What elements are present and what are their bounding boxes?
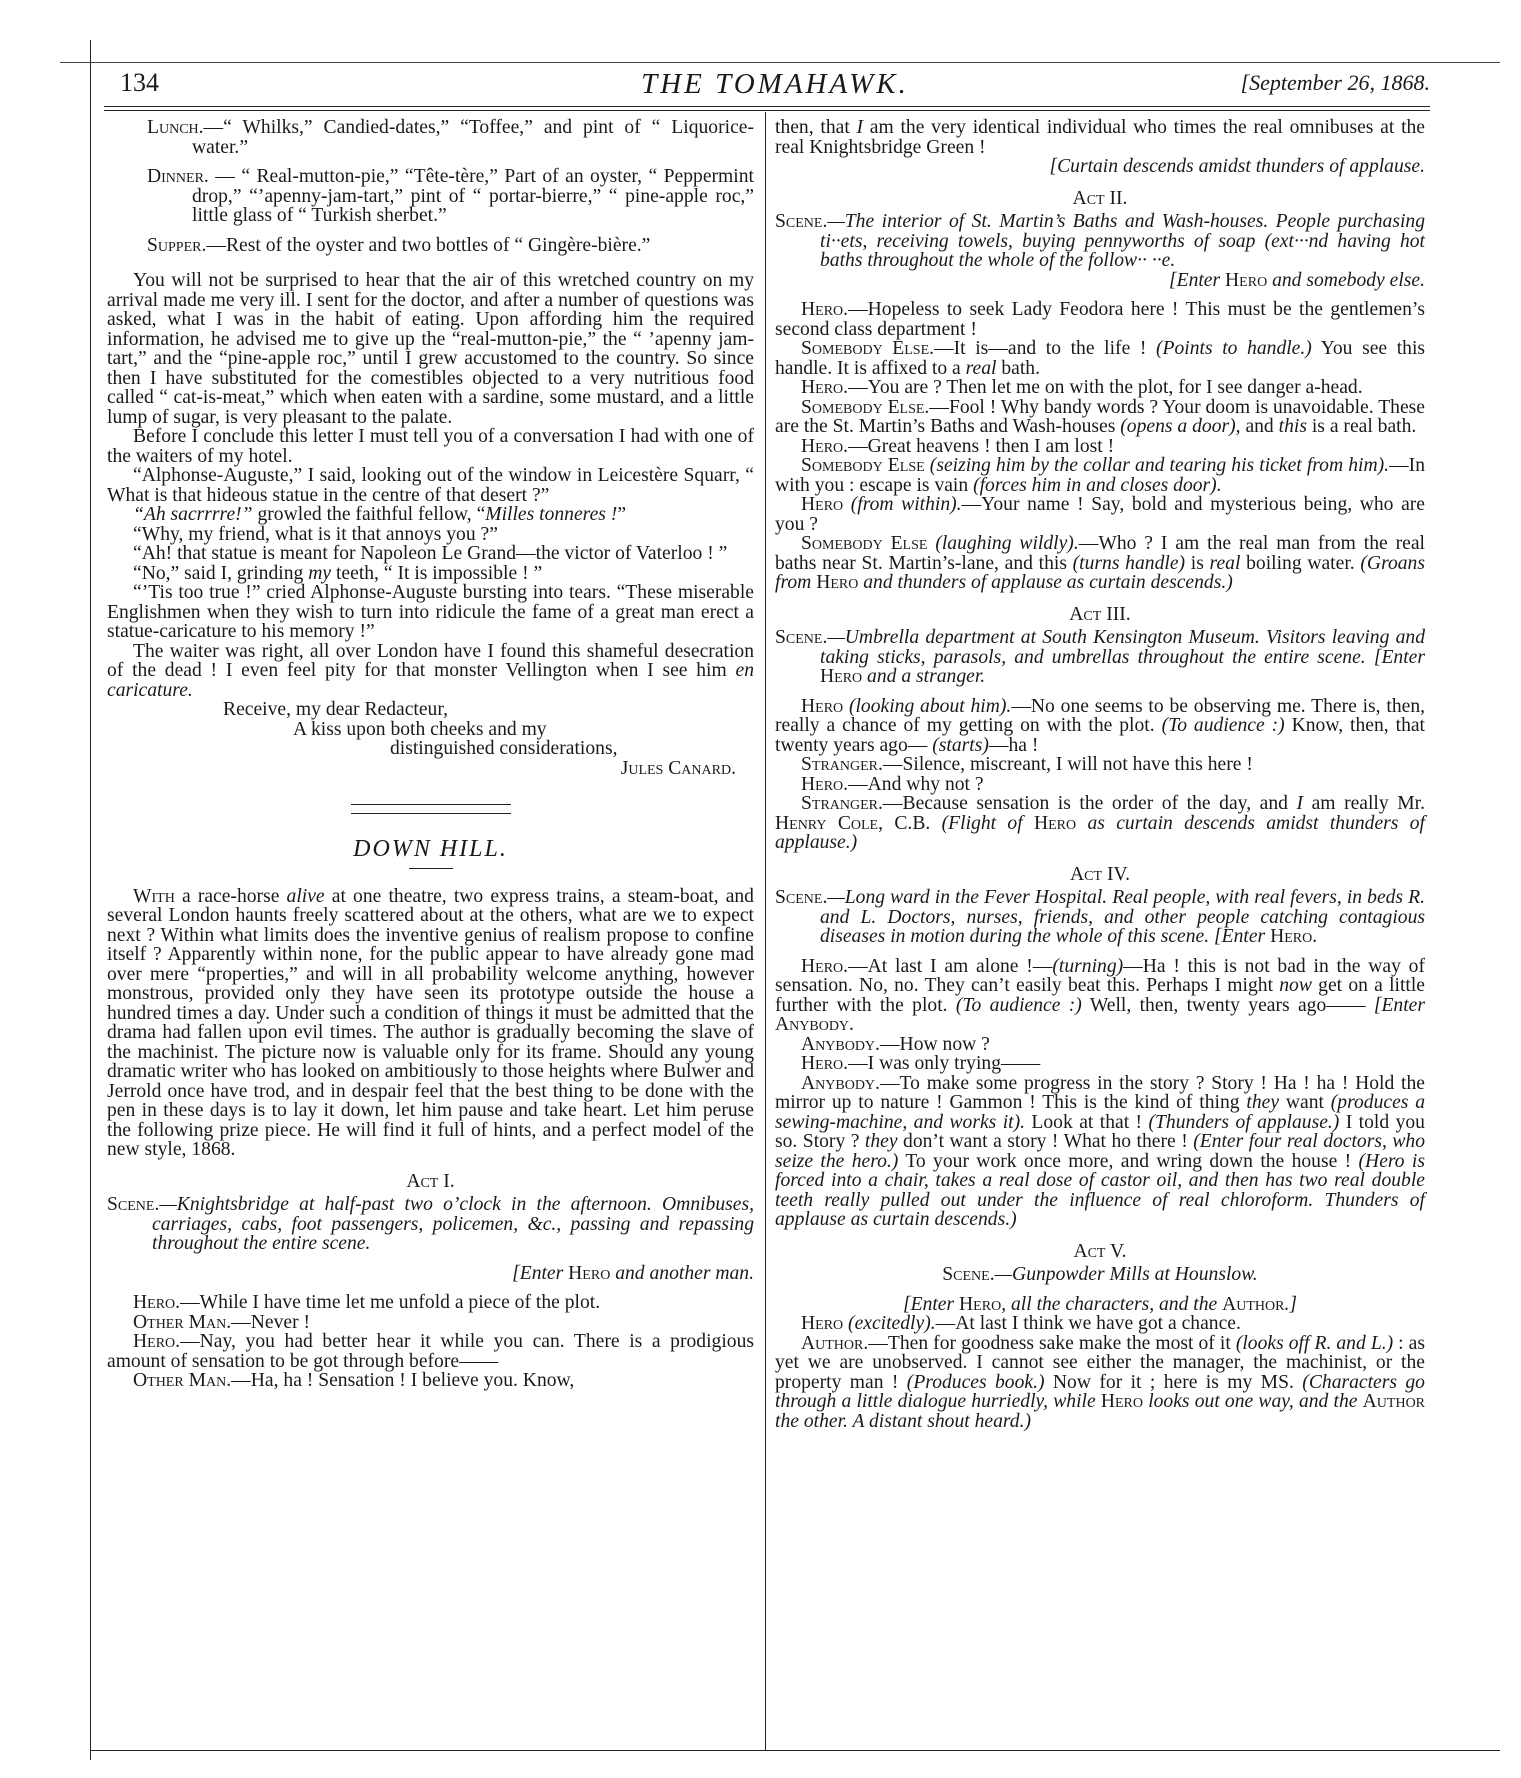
speech: (opens a door) xyxy=(1120,416,1236,437)
speech: get on a little further with the plot. xyxy=(775,975,1425,1016)
speech: (forces him in and closes door). xyxy=(973,474,1222,496)
paragraph: “Why, my friend, what is it that annoys you ?” xyxy=(133,523,498,545)
speech: —ha ! xyxy=(988,734,1039,756)
speech: (Hero is forced into a chair, takes a real dose of castor oil, and then has two real double teeth really pulled out under the influence of real chloroform. Thunders of applause as curtain descends.) xyxy=(775,1150,1425,1230)
speech: (turning) xyxy=(1052,955,1124,977)
header-rule xyxy=(104,106,1430,107)
title-rule xyxy=(409,868,453,869)
speech: Well, then, twenty years ago—— xyxy=(1081,994,1374,1016)
text-run: and somebody else. xyxy=(1267,269,1425,291)
left-column xyxy=(107,118,754,1391)
text-run: Hero xyxy=(568,1262,611,1284)
text-run: Hero xyxy=(820,666,863,687)
speech: : as yet we are unobserved. I cannot see either the manager, the machinist, or the property man ! xyxy=(775,1332,1425,1393)
page-border-top xyxy=(60,62,1500,63)
menu-label: Supper. xyxy=(147,234,207,256)
speech: , C.B. xyxy=(878,812,942,834)
paragraph: “Ah! that statue is meant for Napoleon Le Grand—the victor of Vaterloo ! ” xyxy=(133,543,728,564)
text-run: The waiter was right, all over London have I found this shameful desecration of the dead ! I even feel pity for that monster Vellington when I see him xyxy=(107,640,754,681)
speaker: Hero. xyxy=(801,773,849,795)
section-separator xyxy=(351,804,511,814)
text-run: —The interior of St. Martin’s Baths and Wash-houses. People purchasing ti··ets, receiving towels, buying pennyworths of soap (ext···nd having hot baths throughout the whole of the follow·· ··e. xyxy=(820,211,1425,271)
speech: Hero xyxy=(1033,812,1077,834)
speaker: Hero. xyxy=(801,377,849,398)
speech: (Groans from xyxy=(775,552,1425,593)
text-run: alive xyxy=(286,885,325,907)
speech: (from within). xyxy=(843,494,962,515)
speaker: Hero xyxy=(801,494,844,515)
speech: [Enter xyxy=(1373,994,1425,1016)
letter-closing: distinguished considerations, xyxy=(390,738,618,759)
act-heading: Act II. xyxy=(1072,187,1128,209)
dialogue-line xyxy=(775,456,1425,495)
text-run: “No,” said I, grinding xyxy=(133,562,309,584)
speaker: Anybody. xyxy=(801,1072,880,1094)
speech: —Great heavens ! then I am lost ! xyxy=(848,435,1115,457)
text-run: en caricature. xyxy=(107,660,754,701)
dialogue-line xyxy=(107,1332,754,1371)
act-heading: Act V. xyxy=(1073,1240,1127,1262)
speaker: Hero xyxy=(801,695,844,717)
text-run: ” xyxy=(617,504,627,525)
speech: —Ha ! this is not bad in the way of sensation. No, no. They can’t easily beat this. Perhaps I might xyxy=(775,955,1425,996)
text-run: am the very identical individual who times the real omnibuses at the real Knightsbridge Green ! xyxy=(775,117,1426,158)
speech: am really Mr. xyxy=(1303,793,1425,814)
text-run: my xyxy=(308,562,332,584)
speaker: Stranger. xyxy=(801,793,883,814)
dialogue-line xyxy=(775,775,1425,795)
text-run: I xyxy=(856,117,864,138)
speech: (looks off R. and L.) xyxy=(1235,1332,1394,1354)
speech: bath. xyxy=(996,357,1040,379)
text-run: teeth, “ It is impossible ! ” xyxy=(331,562,543,584)
text-run: “Ah sacrrrre!” xyxy=(133,504,253,525)
speech: Henry Cole xyxy=(775,812,879,834)
scene-label: Scene. xyxy=(775,211,828,232)
speech: real xyxy=(1209,552,1241,574)
speech: —I was only trying—— xyxy=(848,1053,1041,1074)
text-run: —Knightsbridge at half-past two o’clock in the afternoon. Omnibuses, carriages, cabs, foot passengers, policemen, &c., passing and repassing throughout the entire scene. xyxy=(152,1194,754,1254)
speech: looks out one way, and the xyxy=(1143,1391,1363,1412)
text-run: —Long ward in the Fever Hospital. Real people, with real fevers, in beds R. and L. Doctors, nurses, friends, and other people catching contagious diseases in motion during the whole of this scene. xyxy=(820,887,1425,947)
dialogue-line xyxy=(775,1035,1425,1055)
menu-lunch xyxy=(147,118,754,157)
text-run: [Enter xyxy=(902,1293,960,1315)
issue-date: [September 26, 1868. xyxy=(1240,70,1430,95)
speech: —No one seems to be observing me. There is, then, really a chance of my getting on with the plot. xyxy=(775,695,1426,736)
speech: (Enter four real doctors, who seize the hero.) xyxy=(775,1131,1426,1172)
act-heading: Act I. xyxy=(406,1170,455,1192)
speaker: Hero. xyxy=(801,955,849,977)
speech: Know, then, that twenty years ago— xyxy=(775,715,1426,756)
letter-closing: Receive, my dear Redacteur, xyxy=(223,699,448,720)
menu-text: —Rest of the oyster and two bottles of “ Gingère-bière.” xyxy=(206,234,651,256)
text-run: at one theatre, two express trains, a steam-boat, and several London haunts freely scattered about at the others, what are we to expect next ? Within what limits does the inventive genius of realism propose to confine itself ? Apparently within none, for the public appear to have already gone mad over mere “properties,” and will in all probability welcome anything, however monstrous, provided only they have seen its prototype outside the house a hundred times a day. Under such a condition of things it must be admitted that the drama had fallen upon evil times. The author is gradually becoming the slave of the machinist. The picture now is valuable only for its frame. Should any young dramatic writer who has looked on ambitiously to those heights where Bulwer and Jerrold once have trod, and in despair feel that the best thing to be done with the pen in these days is to lay it down, let him pause and take heart. Let him peruse the following prize piece. He will find it full of hints, and a perfect model of the new style, 1868. xyxy=(107,885,754,1160)
speech: Author xyxy=(1362,1391,1426,1412)
dialogue-line xyxy=(107,1313,754,1333)
scene-direction xyxy=(775,212,1425,271)
text-run: Hero xyxy=(959,1293,1002,1315)
speech: (To audience :) xyxy=(955,994,1082,1016)
paragraph: Before I conclude this letter I must tell you of a conversation I had with one of the waiters of my hotel. xyxy=(107,426,754,467)
speech: want xyxy=(1279,1092,1331,1113)
speech: —Your name ! Say, bold and mysterious being, who are you ? xyxy=(775,494,1425,535)
scene-direction xyxy=(775,1265,1425,1285)
dialogue-line xyxy=(775,1074,1425,1230)
text-run: [Enter xyxy=(1168,269,1226,291)
speech: (To audience :) xyxy=(1161,715,1285,736)
dialogue-line xyxy=(775,495,1425,534)
speech: now xyxy=(1279,975,1312,996)
scene-label: Scene. xyxy=(107,1194,160,1215)
speech: (Thunders of applause.) xyxy=(1148,1111,1340,1133)
scene-direction xyxy=(775,888,1425,947)
speech: (looking about him). xyxy=(843,695,1012,717)
menu-supper xyxy=(147,236,754,256)
speech: as curtain descends amidst thunders of applause.) xyxy=(775,812,1426,853)
act-heading: Act IV. xyxy=(1070,863,1130,885)
speaker: Hero. xyxy=(133,1292,181,1313)
paragraph: “’Tis too true !” cried Alphonse-Auguste bursting into tears. “These miserable Englishmen when they wish to turn into ridicule the fame of a great man erect a statue-caricature to his memory !” xyxy=(107,582,754,642)
text-run: .] xyxy=(1284,1293,1298,1315)
speaker: Other Man. xyxy=(133,1311,232,1333)
text-run: With xyxy=(133,885,175,907)
menu-list xyxy=(107,118,754,255)
scene-direction xyxy=(107,1195,754,1254)
text-run: a race-horse xyxy=(174,885,287,907)
text-run: and a stranger. xyxy=(862,666,986,687)
text-run: Hero xyxy=(1225,269,1268,291)
speech: (excitedly). xyxy=(843,1313,936,1334)
speech: —At last I think we have got a chance. xyxy=(935,1313,1241,1334)
speech: is a real bath. xyxy=(1306,416,1417,437)
speech: (produces a sewing-machine, and works it). xyxy=(775,1092,1426,1133)
dialogue-line xyxy=(775,1334,1425,1432)
speech: You see this handle. It is affixed to a xyxy=(775,338,1426,379)
dialogue-line xyxy=(775,339,1425,378)
page-border-bottom xyxy=(90,1750,1500,1751)
speech: (Characters go through a little dialogue hurriedly, while xyxy=(775,1371,1425,1412)
speech: they xyxy=(1246,1092,1280,1113)
speech: (Points to handle.) xyxy=(1156,338,1312,359)
speaker: Somebody Else xyxy=(801,533,928,554)
speech: —It is—and to the life ! xyxy=(934,338,1156,359)
letter-signature: Jules Canard. xyxy=(620,757,736,779)
paragraph xyxy=(107,505,754,525)
scene-label: Scene. xyxy=(775,887,828,908)
speaker: Somebody Else. xyxy=(801,338,935,359)
right-column xyxy=(775,118,1425,1431)
speech: Anybody. xyxy=(775,1014,854,1035)
scene-label: Scene. xyxy=(775,627,828,648)
paragraph xyxy=(107,887,754,1160)
dialogue-line xyxy=(775,437,1425,457)
text-run: Milles tonneres ! xyxy=(485,504,618,525)
speech: Hero xyxy=(1100,1391,1144,1412)
dialogue-line xyxy=(775,957,1425,1035)
dialogue-line xyxy=(775,398,1425,437)
speech: , and xyxy=(1235,416,1279,437)
speech: —While I have time let me unfold a piece of the plot. xyxy=(180,1292,601,1313)
speaker: Anybody. xyxy=(801,1033,880,1055)
menu-text: —“ Whilks,” Candied-dates,” “Toffee,” and pint of “ Liquorice-water.” xyxy=(192,117,754,158)
speaker: Hero. xyxy=(801,299,849,320)
speaker: Other Man. xyxy=(133,1370,232,1391)
dialogue-line xyxy=(775,378,1425,398)
paragraph: “Alphonse-Auguste,” I said, looking out of the window in Leicestère Squarr, “ What is that hideous statue in the centre of that desert ?” xyxy=(107,465,754,506)
text-run: —Umbrella department at South Kensington Museum. Visitors leaving and taking sticks, parasols, and umbrellas throughout the entire scene. [Enter xyxy=(820,627,1425,668)
speech: —In with you : escape is vain xyxy=(775,455,1425,496)
text-run: —Gunpowder Mills at Hounslow. xyxy=(994,1264,1258,1285)
speaker: Somebody Else xyxy=(801,455,925,476)
speech: Look at that ! xyxy=(1025,1111,1149,1133)
speech: I xyxy=(1296,793,1304,814)
speech: —Fool ! Why bandy words ? Your doom is unavoidable. These are the St. Martin’s Baths and Wash-houses xyxy=(775,396,1425,437)
speech: I told you so. Story ? xyxy=(775,1111,1425,1152)
speech: Hero xyxy=(816,572,859,593)
page-border-left xyxy=(90,40,91,1760)
speech: the other. A distant shout heard.) xyxy=(775,1410,1031,1432)
stage-direction xyxy=(775,271,1425,291)
speech: they xyxy=(864,1131,898,1152)
speech: —And why not ? xyxy=(848,773,984,795)
menu-label: Lunch. xyxy=(147,117,204,138)
speech: (laughing wildly). xyxy=(927,533,1079,554)
dialogue-line xyxy=(107,1293,754,1313)
menu-text: — “ Real-mutton-pie,” “Tête-tère,” Part of an oyster, “ Peppermint drop,” “’apenny-jam-tart,” pint of “ portar-bierre,” “ pine-apple roc,” little glass of “ Turkish sherbet.” xyxy=(192,166,754,226)
speech: (seizing him by the collar and tearing his ticket from him). xyxy=(924,455,1390,476)
stage-direction: [Curtain descends amidst thunders of applause. xyxy=(1049,156,1425,177)
text-run: Hero. xyxy=(1270,926,1318,947)
column-divider xyxy=(765,112,766,1750)
speech: —You are ? Then let me on with the plot, for I see danger a-head. xyxy=(848,377,1363,398)
text-run: growled the faithful fellow, “ xyxy=(252,504,486,525)
speaker: Hero xyxy=(801,1313,844,1334)
speech: —Nay, you had better hear it while you can. There is a prodigious amount of sensation to be got through before—— xyxy=(107,1331,754,1372)
speaker: Hero. xyxy=(801,435,849,457)
dialogue-line xyxy=(775,1314,1425,1334)
page-header xyxy=(120,68,1430,102)
speech: —Never ! xyxy=(231,1311,311,1333)
act-heading: Act III. xyxy=(1069,603,1131,625)
speech: boiling water. xyxy=(1240,552,1361,574)
paragraph xyxy=(107,564,754,584)
text-run: Author xyxy=(1222,1293,1285,1315)
stage-direction xyxy=(775,1295,1425,1315)
stage-direction xyxy=(107,1264,754,1284)
speech: —How now ? xyxy=(879,1033,990,1055)
speech: Now for it ; here is my MS. xyxy=(1044,1371,1303,1393)
text-run: [Enter xyxy=(512,1262,569,1284)
dialogue-line xyxy=(775,794,1425,853)
speech: this xyxy=(1278,416,1307,437)
speech: —At last I am alone !— xyxy=(848,955,1053,977)
dialogue-line xyxy=(107,1371,754,1391)
speaker: Author. xyxy=(801,1332,869,1354)
speech: —Who ? I am the real man from the real baths near St. Martin’s-lane, and this xyxy=(775,533,1425,574)
speaker: Somebody Else. xyxy=(801,396,930,418)
speech: —Then for goodness sake make the most of it xyxy=(868,1332,1236,1354)
paragraph: You will not be surprised to hear that the air of this wretched country on my arrival made me very ill. I sent for the doctor, and after a number of questions was asked, what I was in the habit of eating. Upon affording him the required information, he advised me to give up the “real-mutton-pie,” the “ ’apenny jam-tart,” and the “pine-apple roc,” until I grew accustomed to the country. So since then I have substituted for the comestibles objected to a very nutritious food called “ cat-is-meat,” which when eaten with a sardine, some mustard, and a little lump of sugar, is very pleasant to the palate. xyxy=(107,270,754,428)
speaker: Hero. xyxy=(133,1331,181,1352)
speech: (turns handle) xyxy=(1072,552,1186,574)
menu-label: Dinner. xyxy=(147,166,209,187)
page-number: 134 xyxy=(120,68,159,97)
text-run: and another man. xyxy=(610,1262,754,1284)
speaker: Hero. xyxy=(801,1053,849,1074)
speech: (Flight of xyxy=(941,812,1034,834)
publication-title: THE TOMAHAWK. xyxy=(641,68,909,100)
scene-direction xyxy=(775,628,1425,687)
speaker: Stranger. xyxy=(801,754,883,775)
speech: is xyxy=(1185,552,1210,574)
speech: To your work once more, and wring down the house ! xyxy=(898,1150,1359,1172)
speech: real xyxy=(965,357,997,379)
dialogue-line xyxy=(775,697,1425,756)
speech: —Hopeless to seek Lady Feodora here ! This must be the gentlemen’s second class department ! xyxy=(775,299,1425,340)
dialogue-line xyxy=(775,1054,1425,1074)
speech: don’t want a story ! What ho there ! xyxy=(897,1131,1194,1152)
speech: (Produces book.) xyxy=(906,1371,1045,1393)
header-rule xyxy=(104,110,1430,111)
paragraph xyxy=(107,642,754,701)
text-run: , all the characters, and the xyxy=(1001,1293,1223,1315)
letter-closing: A kiss upon both cheeks and my xyxy=(293,718,547,740)
speech: —Silence, miscreant, I will not have this here ! xyxy=(882,754,1253,775)
speech: and thunders of applause as curtain descends.) xyxy=(858,572,1233,593)
article-title: DOWN HILL. xyxy=(353,836,508,862)
dialogue-line xyxy=(775,534,1425,593)
dialogue-line xyxy=(775,755,1425,775)
dialogue-line xyxy=(775,118,1425,157)
dialogue-line xyxy=(775,300,1425,339)
scene-label: Scene. xyxy=(942,1264,995,1285)
speech: (starts) xyxy=(932,734,989,756)
speech: —Ha, ha ! Sensation ! I believe you. Know, xyxy=(231,1370,575,1391)
speech: —To make some progress in the story ? Story ! Ha ! ha ! Hold the mirror up to nature ! Gammon ! This is the kind of thing xyxy=(775,1072,1425,1113)
speech: —Because sensation is the order of the day, and xyxy=(882,793,1297,814)
text-run: [Enter xyxy=(1214,926,1271,947)
menu-dinner xyxy=(147,167,754,226)
text-run: then, that xyxy=(775,117,857,138)
